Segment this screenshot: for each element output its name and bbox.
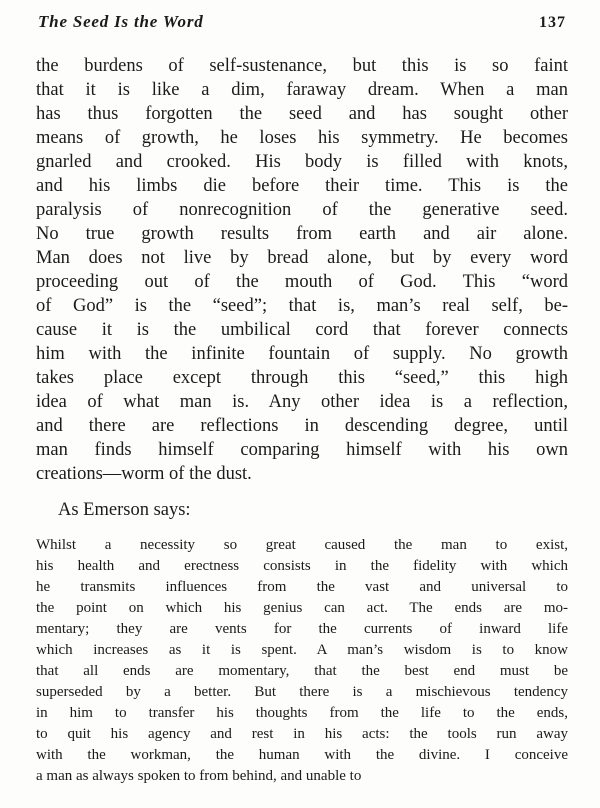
text-line: the burdens of self-sustenance, but this is so faint bbox=[36, 56, 568, 76]
page-body bbox=[36, 54, 568, 787]
text-line: in him to transfer his thoughts from the life to the ends, bbox=[36, 705, 568, 721]
text-line: cause it is the umbilical cord that forever connects bbox=[36, 320, 568, 340]
text-line: to quit his agency and rest in his acts: the tools run away bbox=[36, 726, 568, 742]
text-line: Man does not live by bread alone, but by every word bbox=[36, 248, 568, 268]
text-line: creations—worm of the dust. bbox=[36, 464, 252, 484]
text-line: Whilst a necessity so great caused the man to exist, bbox=[36, 537, 568, 553]
text-line: paralysis of nonrecognition of the generative seed. bbox=[36, 200, 568, 220]
text-line: proceeding out of the mouth of God. This “word bbox=[36, 272, 568, 292]
page-header bbox=[36, 12, 568, 38]
text-line: takes place except through this “seed,” this high bbox=[36, 368, 568, 388]
running-title: The Seed Is the Word bbox=[38, 12, 204, 31]
quote-intro: As Emerson says: bbox=[58, 500, 191, 520]
text-line: a man as always spoken to from behind, and unable to bbox=[36, 768, 362, 784]
text-line: of God” is the “seed”; that is, man’s real self, be- bbox=[36, 296, 568, 316]
text-line: the point on which his genius can act. The ends are mo- bbox=[36, 600, 568, 616]
text-line: with the workman, the human with the divine. I conceive bbox=[36, 747, 568, 763]
text-line: man finds himself comparing himself with his own bbox=[36, 440, 568, 460]
text-line: superseded by a better. But there is a mischievous tendency bbox=[36, 684, 568, 700]
text-line: No true growth results from earth and air alone. bbox=[36, 224, 568, 244]
text-line: means of growth, he loses his symmetry. He becomes bbox=[36, 128, 568, 148]
page-number: 137 bbox=[539, 14, 566, 31]
text-line: idea of what man is. Any other idea is a reflection, bbox=[36, 392, 568, 412]
text-line: he transmits influences from the vast and universal to bbox=[36, 579, 568, 595]
text-line: that all ends are momentary, that the best end must be bbox=[36, 663, 568, 679]
text-line: gnarled and crooked. His body is filled with knots, bbox=[36, 152, 568, 172]
text-line: has thus forgotten the seed and has sought other bbox=[36, 104, 568, 124]
text-line: his health and erectness consists in the fidelity with which bbox=[36, 558, 568, 574]
text-line: and there are reflections in descending degree, until bbox=[36, 416, 568, 436]
body-paragraph bbox=[36, 54, 568, 486]
emerson-quote bbox=[36, 535, 568, 787]
text-line: that it is like a dim, faraway dream. When a man bbox=[36, 80, 568, 100]
text-line: and his limbs die before their time. This is the bbox=[36, 176, 568, 196]
text-line: him with the infinite fountain of supply. No growth bbox=[36, 344, 568, 364]
text-line: mentary; they are vents for the currents of inward life bbox=[36, 621, 568, 637]
text-line: which increases as it is spent. A man’s wisdom is to know bbox=[36, 642, 568, 658]
